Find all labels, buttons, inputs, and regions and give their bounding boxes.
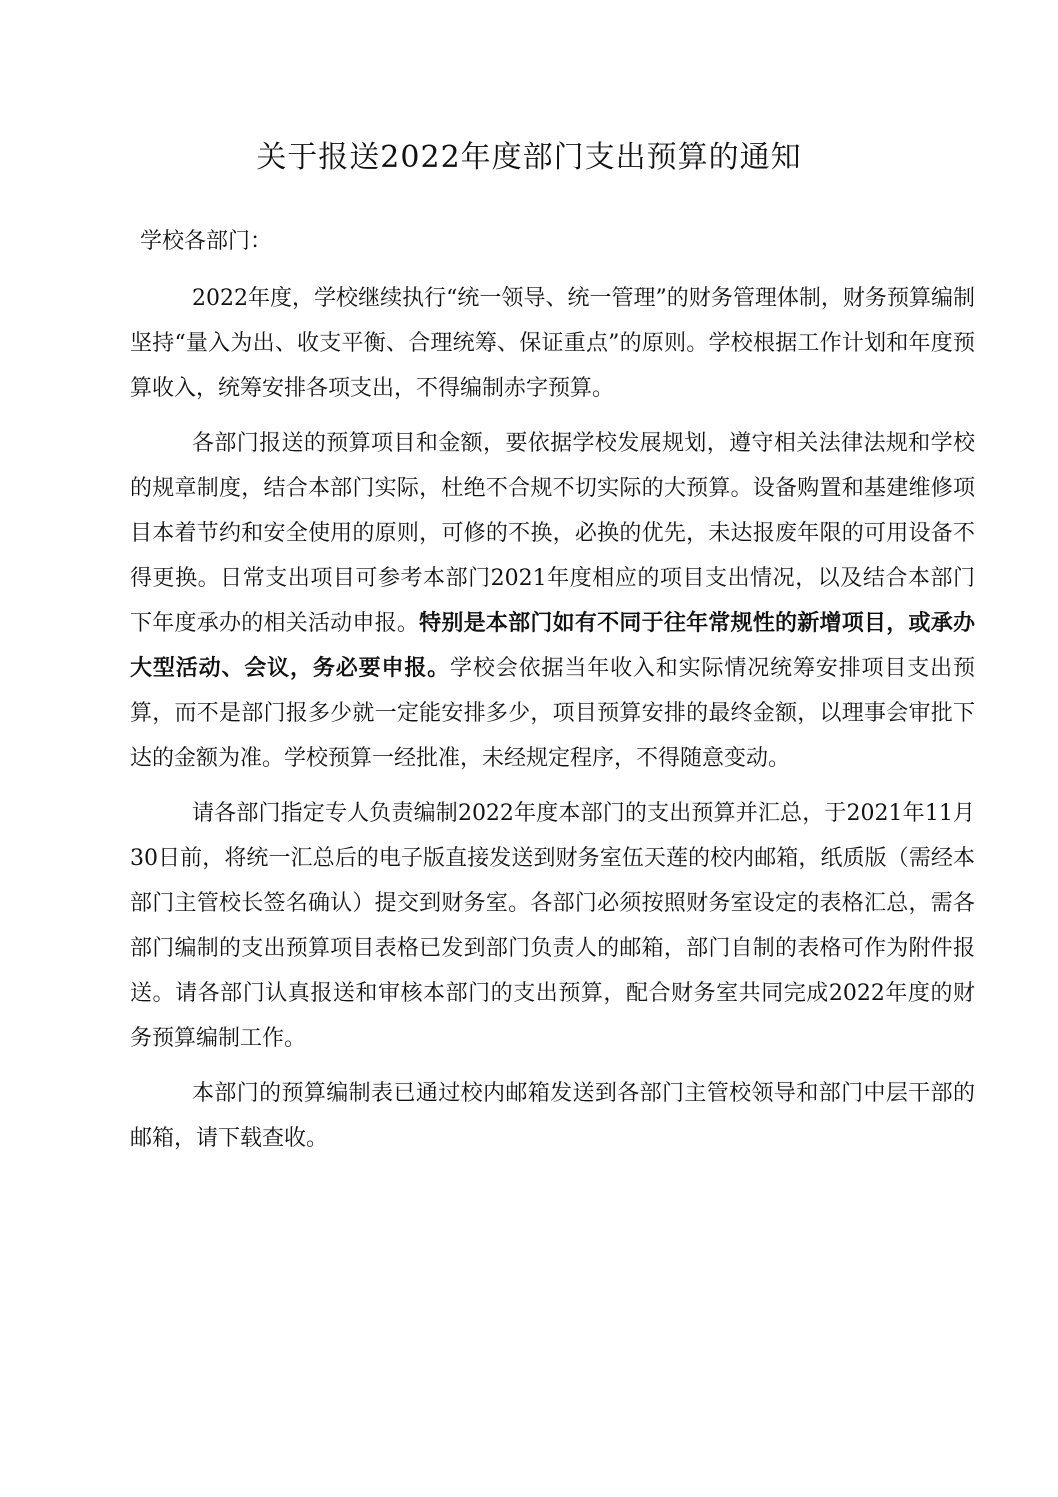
paragraph-4: 本部门的预算编制表已通过校内邮箱发送到各部门主管校领导和部门中层干部的邮箱，请下载查收。 (130, 1081, 975, 1151)
paragraph-2-text-before: 各部门报送的预算项目和金额，要依据学校发展规划，遵守相关法律法规和学校的规章制度，结合本部门实际，杜绝不合规不切实际的大预算。设备购置和基建维修项目本着节约和安全使用的原则，可修的不换，必换的优先，未达报废年限的可用设备不得更换。日常支出项目可参考本部门2021年度相应的项目支出情况，以及结合本部门下年度承办的相关活动申报。 (130, 431, 975, 636)
paragraph-1: 2022年度，学校继续执行“统一领导、统一管理”的财务管理体制，财务预算编制坚持“量入为出、收支平衡、合理统筹、保证重点”的原则。学校根据工作计划和年度预算收入，统筹安排各项支出，不得编制赤字预算。 (130, 286, 975, 401)
paragraph-2 (130, 421, 975, 781)
document-body (130, 276, 975, 1171)
salutation: 学校各部门： (140, 229, 273, 254)
paragraph-3: 请各部门指定专人负责编制2022年度本部门的支出预算并汇总，于2021年11月30日前，将统一汇总后的电子版直接发送到财务室伍天莲的校内邮箱，纸质版（需经本部门主管校长签名确认）提交到财务室。各部门必须按照财务室设定的表格汇总，需各部门编制的支出预算项目表格已发到部门负责人的邮箱，部门自制的表格可作为附件报送。请各部门认真报送和审核本部门的支出预算，配合财务室共同完成2022年度的财务预算编制工作。 (130, 801, 975, 1051)
paragraph-2-text-after: 学校会依据当年收入和实际情况统筹安排项目支出预算，而不是部门报多少就一定能安排多少，项目预算安排的最终金额，以理事会审批下达的金额为准。学校预算一经批准，未经规定程序，不得随意变动。 (130, 656, 975, 771)
paragraph-2-bold-emphasis: 特别是本部门如有不同于往年常规性的新增项目，或承办大型活动、会议，务必要申报。 (130, 610, 975, 681)
document-title: 关于报送2022年度部门支出预算的通知 (256, 140, 802, 175)
